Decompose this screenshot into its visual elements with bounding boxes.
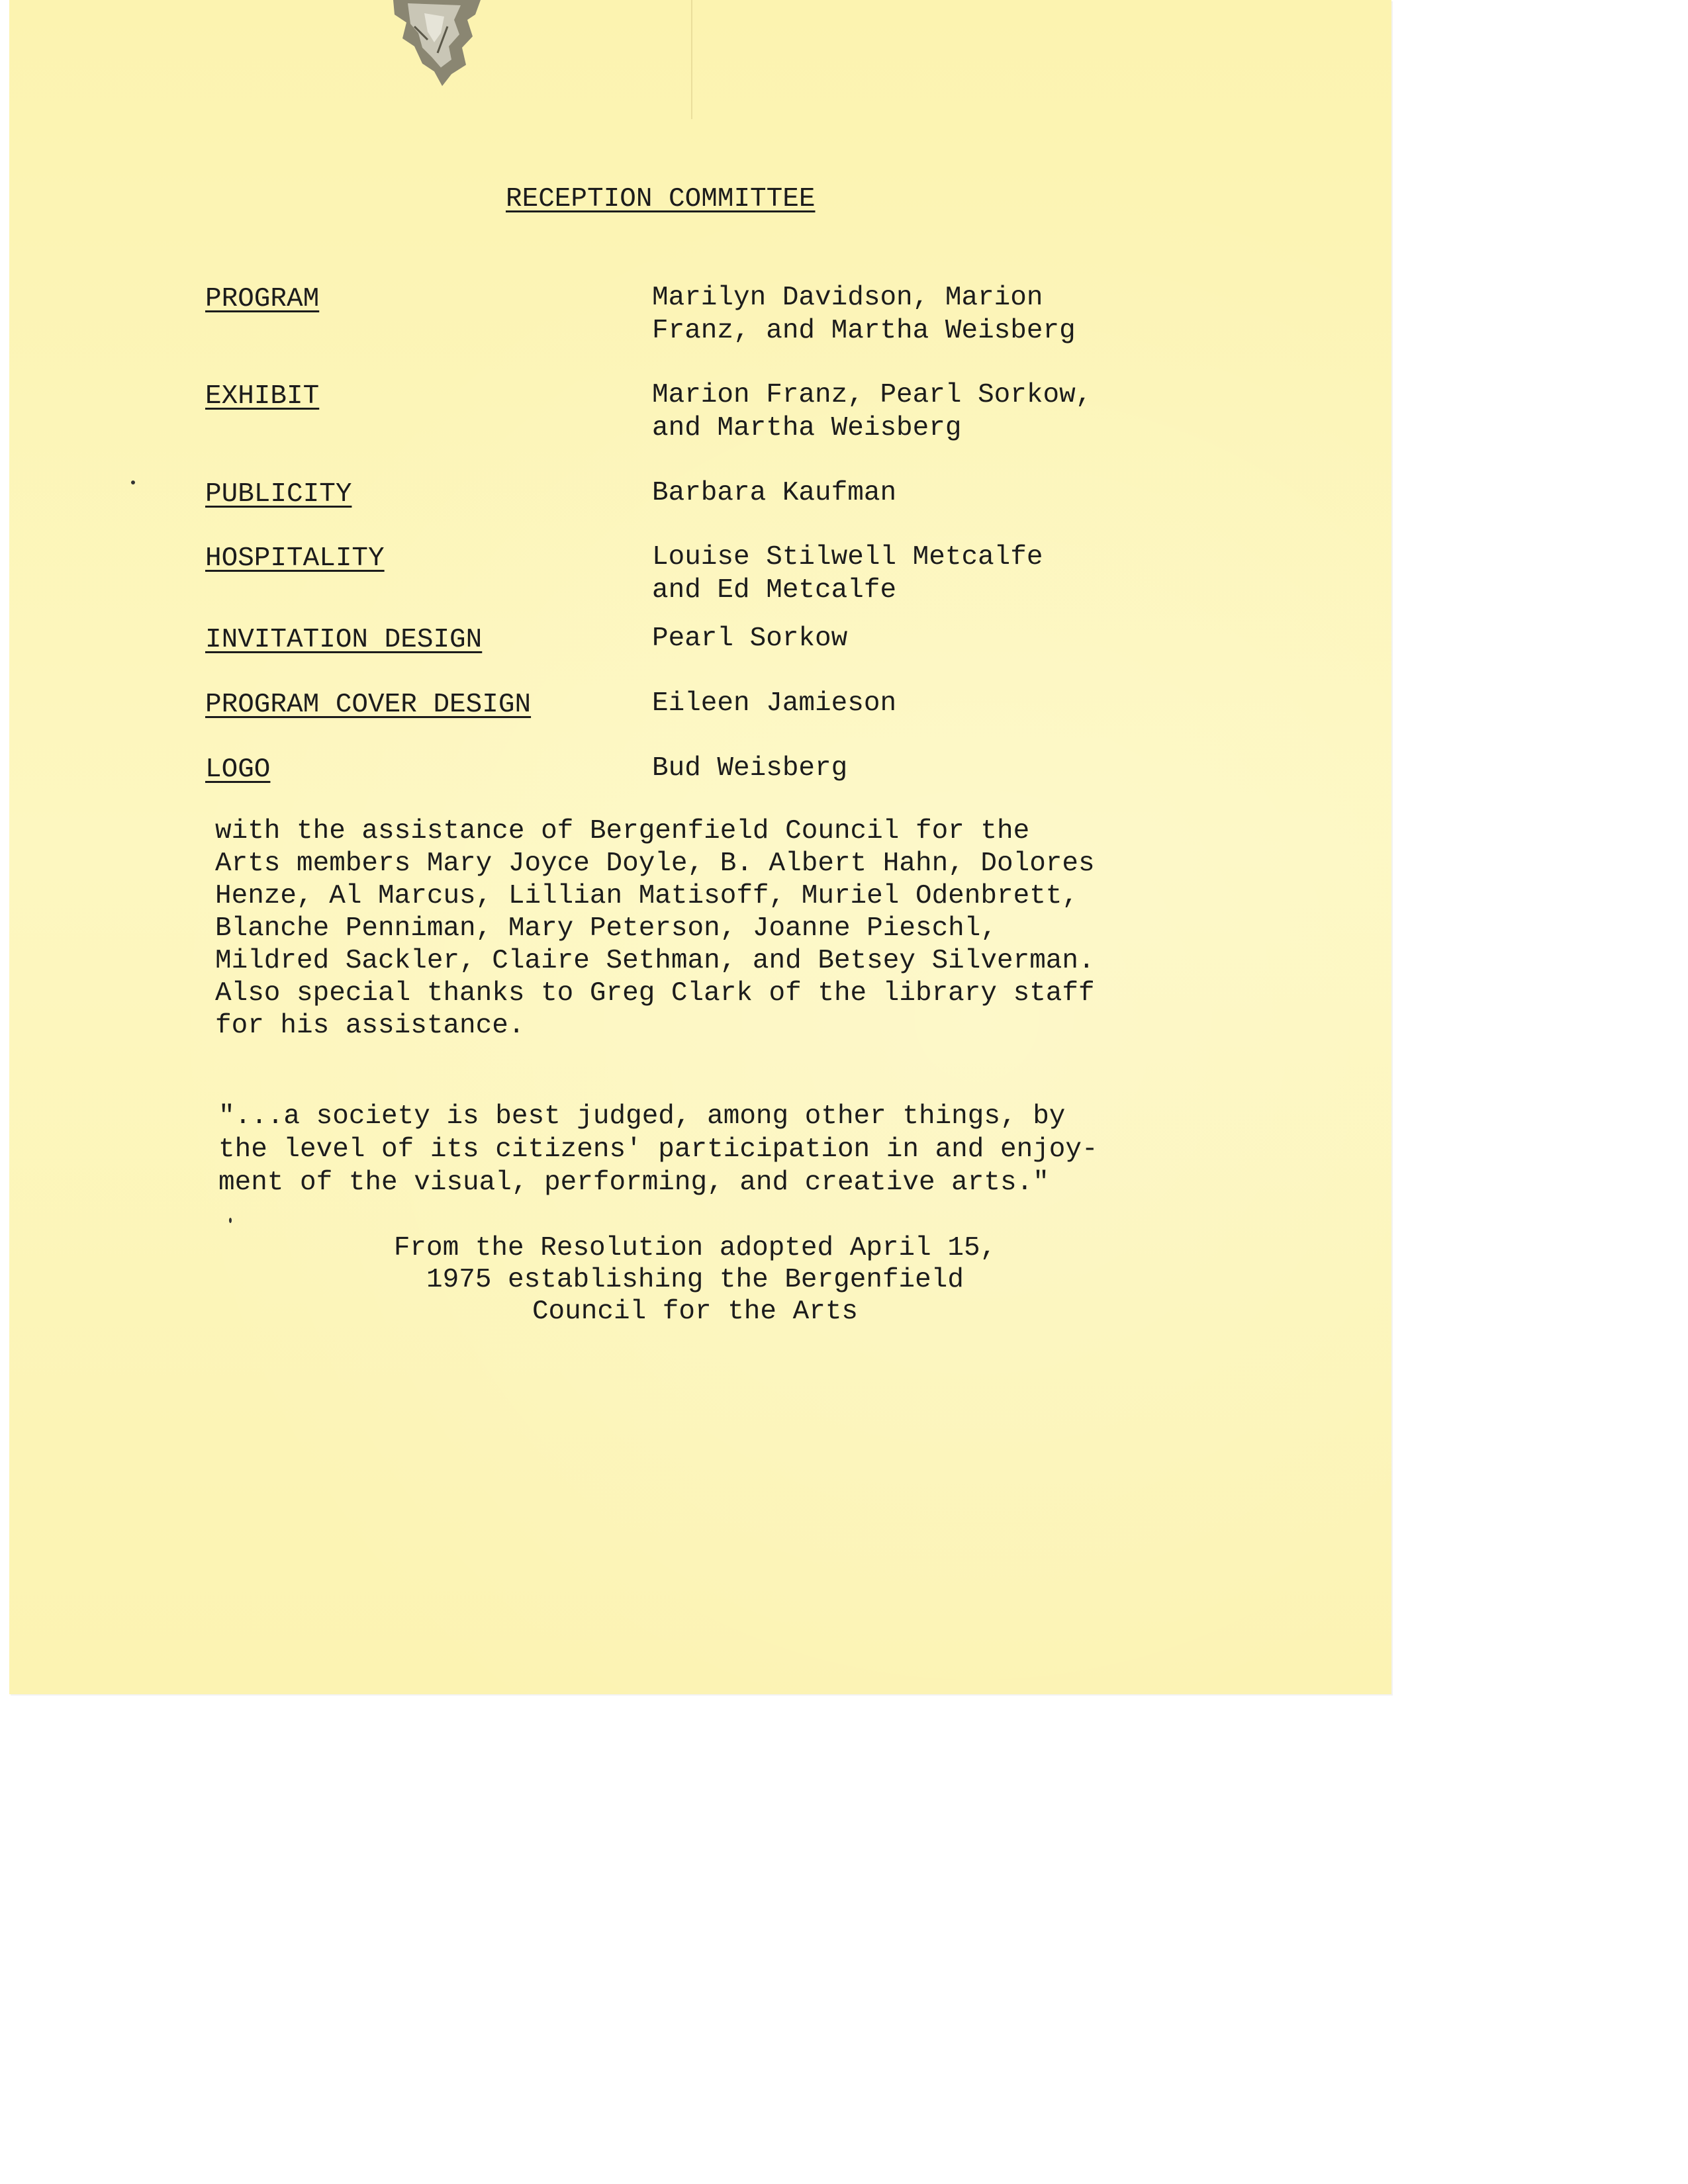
committee-label: HOSPITALITY (205, 543, 385, 574)
committee-members: Marion Franz, Pearl Sorkow, and Martha Weisberg (652, 380, 1092, 443)
quote-attribution: From the Resolution adopted April 15, 1975 establishing the Bergenfield Council for the Arts (393, 1233, 997, 1327)
committee-label: LOGO (205, 754, 271, 785)
committee-label: EXHIBIT (205, 381, 320, 412)
committee-members: Louise Stilwell Metcalfe and Ed Metcalfe (652, 542, 1043, 606)
committee-label: PROGRAM COVER DESIGN (205, 690, 532, 720)
committee-members: Marilyn Davidson, Marion Franz, and Martha Weisberg (652, 283, 1076, 346)
page-title: RECEPTION COMMITTEE (506, 184, 816, 214)
ink-speck (131, 480, 135, 484)
ink-speck (229, 1218, 232, 1223)
committee-label: INVITATION DESIGN (205, 625, 483, 655)
committee-members: Pearl Sorkow (652, 623, 848, 654)
resolution-quote: "...a society is best judged, among other things, by the level of its citizens' participation in and enjoy- ment of the visual, performing, and creative arts." (218, 1101, 1098, 1198)
paper-fold-line (691, 0, 692, 119)
committee-label: PROGRAM (205, 284, 320, 314)
committee-members: Eileen Jamieson (652, 688, 897, 719)
committee-label: PUBLICITY (205, 479, 352, 510)
torn-corner-mark (388, 0, 487, 89)
committee-members: Bud Weisberg (652, 753, 848, 784)
assistance-paragraph: with the assistance of Bergenfield Council for the Arts members Mary Joyce Doyle, B. Albert Hahn, Dolores Henze, Al Marcus, Lillian Matisoff, Muriel Odenbrett, Blanche Penniman, Mary Peterson, Joanne Pieschl, Mildred Sackler, Claire Sethman, and Betsey Silverman. Also special thanks to Greg Clark of the library staff for his assistance. (215, 816, 1095, 1041)
torn-paper-icon (388, 0, 487, 89)
committee-members: Barbara Kaufman (652, 478, 897, 508)
